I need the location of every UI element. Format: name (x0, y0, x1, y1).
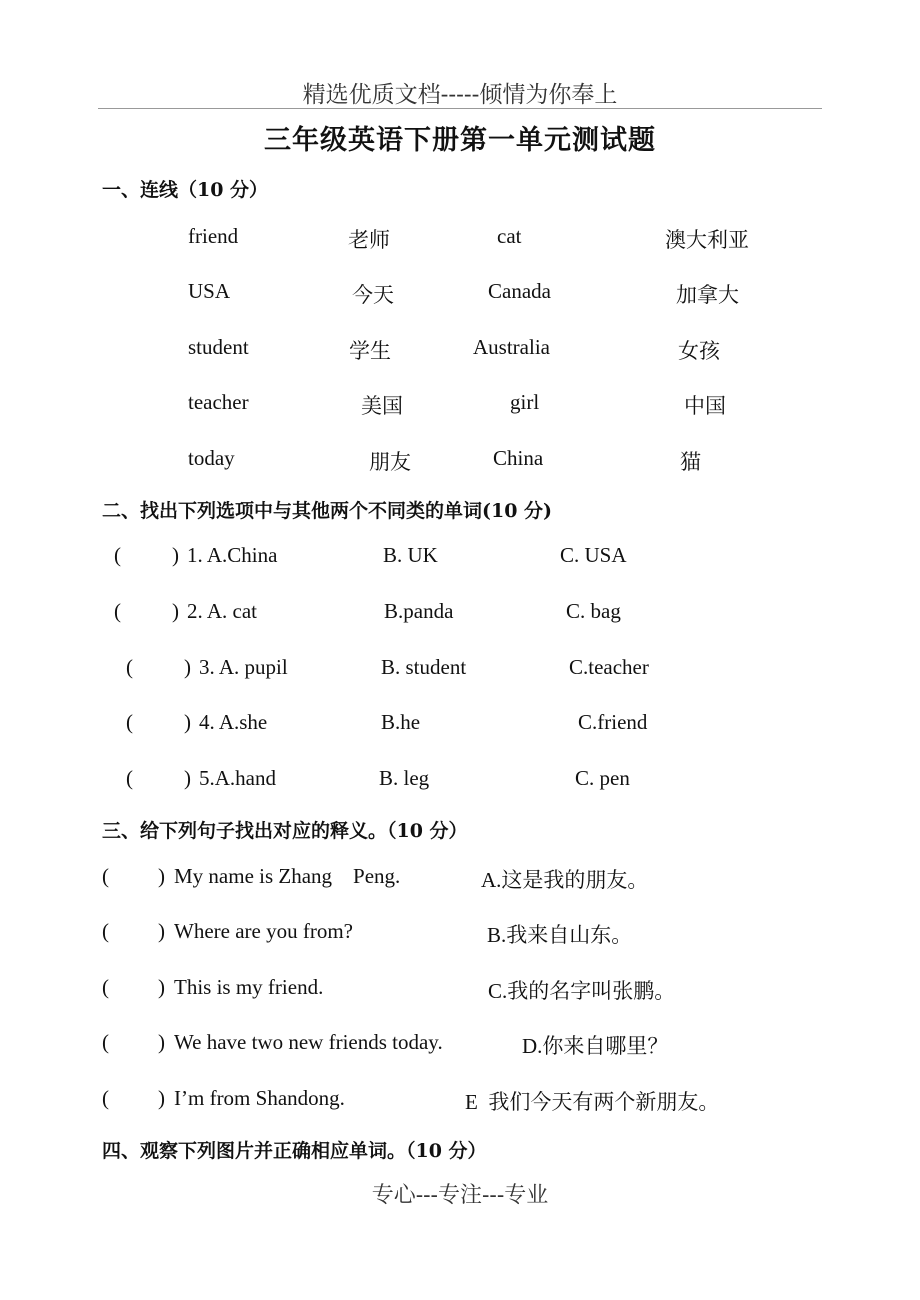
match-meaning: 女孩 (678, 339, 720, 363)
match-meaning: 今天 (352, 283, 394, 307)
option-a: 5.A.hand (199, 766, 276, 790)
meaning: E 我们今天有两个新朋友。 (465, 1090, 720, 1114)
answer-paren-close: ) (158, 975, 165, 999)
match-meaning: 老师 (348, 228, 390, 252)
match-word: Canada (488, 279, 551, 303)
section2-heading: 二、找出下列选项中与其他两个不同类的单词(10 分) (102, 500, 553, 522)
answer-paren-open: ( (126, 710, 133, 734)
sentence: We have two new friends today. (174, 1030, 443, 1054)
match-word: cat (497, 224, 522, 248)
section4-heading: 四、观察下列图片并正确相应单词。（10 分） (102, 1140, 487, 1162)
meaning: A.这是我的朋友。 (481, 868, 649, 892)
answer-paren-close: ) (184, 655, 191, 679)
option-b: B.panda (384, 599, 454, 623)
answer-paren-close: ) (158, 919, 165, 943)
match-meaning: 中国 (684, 394, 726, 418)
answer-paren-close: ) (184, 710, 191, 734)
option-c: C. pen (575, 766, 630, 790)
match-word: friend (188, 224, 239, 248)
option-c: C.friend (578, 710, 648, 734)
header-divider (98, 108, 822, 109)
match-meaning: 猫 (680, 450, 701, 474)
answer-paren-close: ) (172, 599, 179, 623)
answer-paren-close: ) (158, 864, 165, 888)
answer-paren-close: ) (172, 543, 179, 567)
option-a: 1. A.China (187, 543, 278, 567)
match-meaning: 美国 (361, 394, 403, 418)
match-word: student (188, 335, 249, 359)
match-word: China (493, 446, 544, 470)
option-c: C. bag (566, 599, 621, 623)
section3-heading: 三、给下列句子找出对应的释义。（10 分） (102, 820, 468, 842)
option-a: 2. A. cat (187, 599, 257, 623)
answer-paren-open: ( (114, 599, 121, 623)
answer-paren-open: ( (102, 1086, 109, 1110)
meaning: B.我来自山东。 (487, 923, 633, 947)
answer-paren-open: ( (126, 766, 133, 790)
option-b: B. UK (383, 543, 438, 567)
page-title: 三年级英语下册第一单元测试题 (264, 125, 656, 156)
answer-paren-open: ( (102, 975, 109, 999)
option-a: 3. A. pupil (199, 655, 288, 679)
option-b: B. student (381, 655, 467, 679)
answer-paren-close: ) (184, 766, 191, 790)
option-b: B.he (381, 710, 421, 734)
sentence: Where are you from? (174, 919, 353, 943)
sentence: This is my friend. (174, 975, 324, 999)
sentence: My name is Zhang Peng. (174, 864, 401, 888)
match-meaning: 朋友 (369, 450, 411, 474)
meaning: C.我的名字叫张鹏。 (488, 979, 676, 1003)
section1-heading: 一、连线（10 分） (102, 179, 269, 201)
answer-paren-open: ( (102, 864, 109, 888)
answer-paren-close: ) (158, 1030, 165, 1054)
option-c: C. USA (560, 543, 627, 567)
sentence: I’m from Shandong. (174, 1086, 345, 1110)
option-b: B. leg (379, 766, 430, 790)
answer-paren-open: ( (102, 919, 109, 943)
match-word: Australia (473, 335, 550, 359)
meaning: D.你来自哪里？ (522, 1034, 669, 1058)
match-meaning: 澳大利亚 (665, 228, 749, 252)
answer-paren-open: ( (102, 1030, 109, 1054)
answer-paren-open: ( (114, 543, 121, 567)
answer-paren-open: ( (126, 655, 133, 679)
match-word: USA (188, 279, 231, 303)
match-meaning: 学生 (349, 339, 391, 363)
page-footer: 专心---专注---专业 (371, 1183, 549, 1208)
page-header: 精选优质文档-----倾情为你奉上 (302, 82, 618, 108)
answer-paren-close: ) (158, 1086, 165, 1110)
match-word: today (188, 446, 235, 470)
match-word: girl (510, 390, 540, 414)
option-c: C.teacher (569, 655, 649, 679)
option-a: 4. A.she (199, 710, 268, 734)
match-meaning: 加拿大 (676, 283, 739, 307)
match-word: teacher (188, 390, 249, 414)
